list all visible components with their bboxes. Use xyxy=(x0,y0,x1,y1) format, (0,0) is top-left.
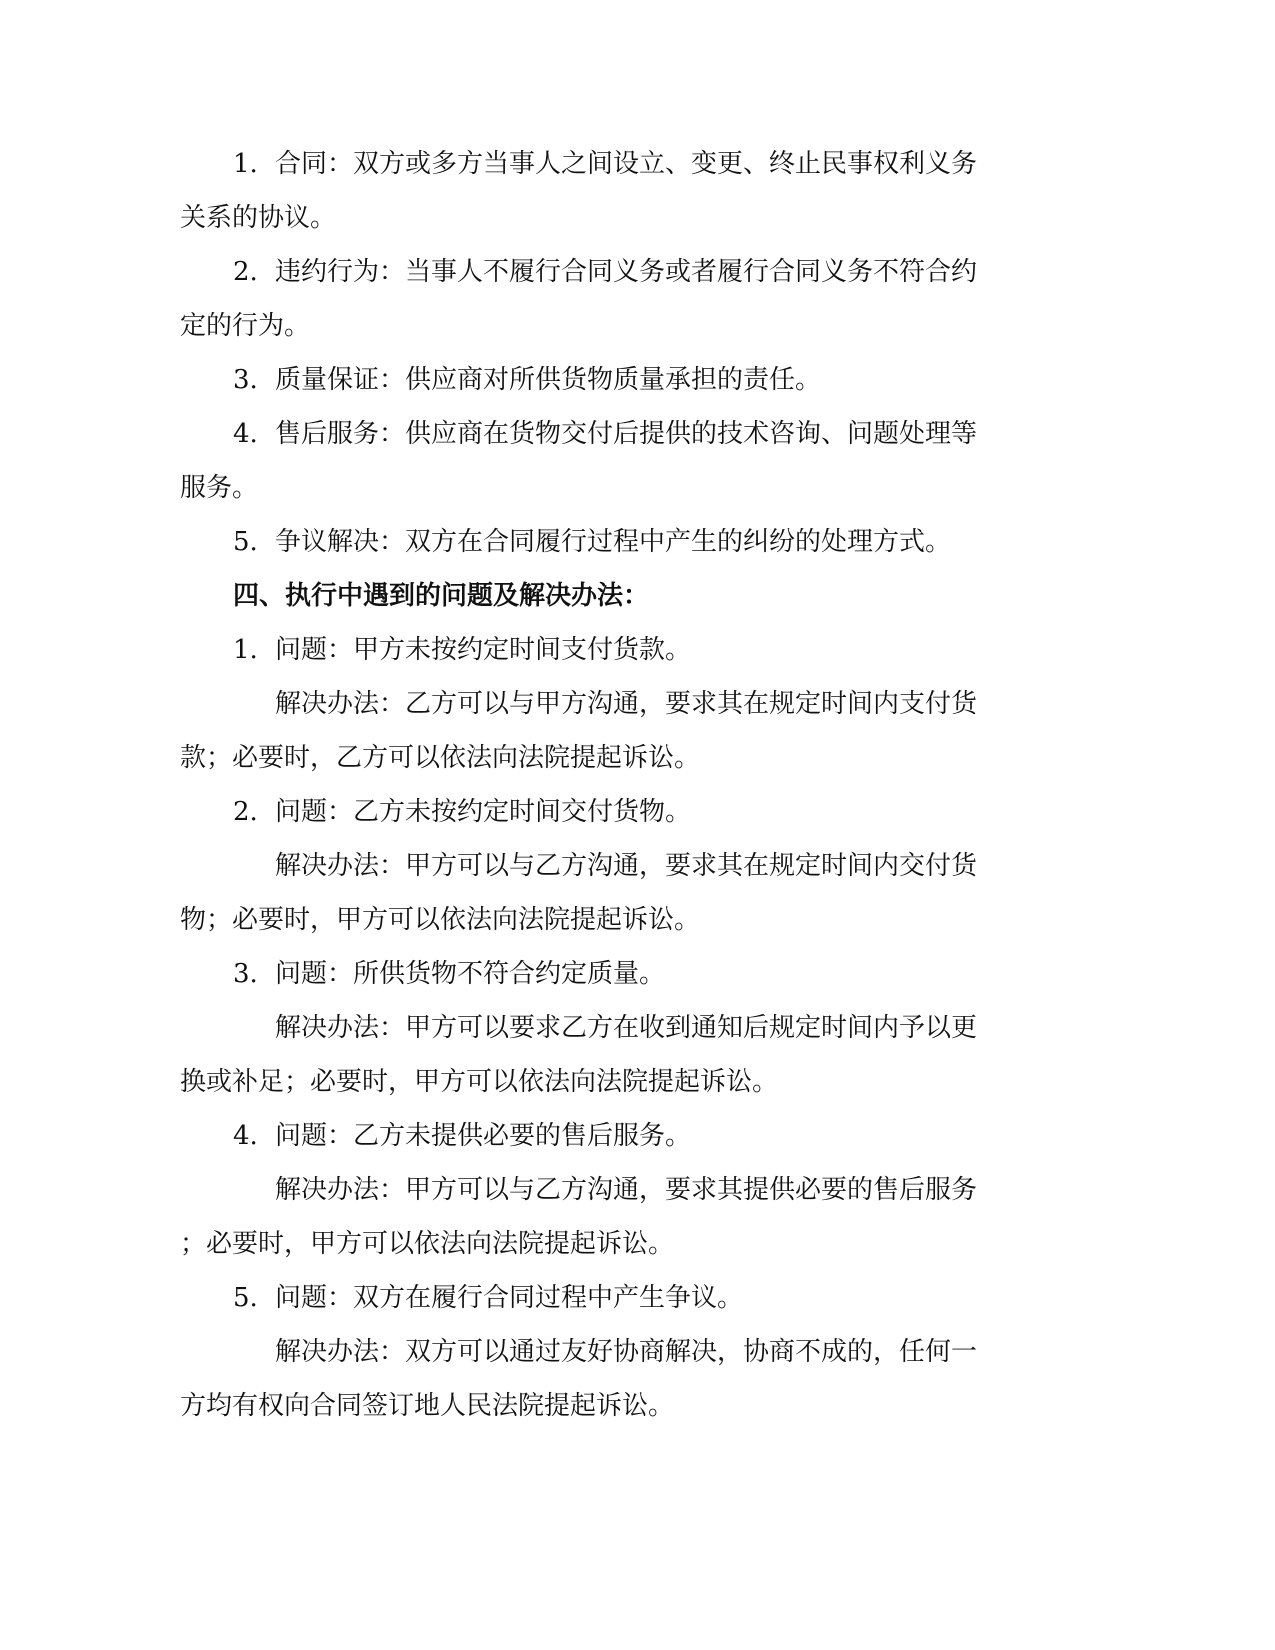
definition-item-2 xyxy=(233,254,977,290)
definition-number: 3. xyxy=(233,365,258,395)
solution-text: 解决办法：乙方可以与甲方沟通，要求其在规定时间内支付货 xyxy=(275,689,978,719)
problem-text: 问题：双方在履行合同过程中产生争议。 xyxy=(275,1283,744,1313)
problem-item-3 xyxy=(233,956,665,992)
definition-item-1-continuation: 关系的协议。 xyxy=(180,203,337,233)
definition-item-5 xyxy=(233,524,951,560)
problem-text: 问题：所供货物不符合约定质量。 xyxy=(275,959,666,989)
solution-continuation: 方均有权向合同签订地人民法院提起诉讼。 xyxy=(180,1391,675,1421)
solution-continuation: 物；必要时，甲方可以依法向法院提起诉讼。 xyxy=(180,905,701,935)
definition-number: 5. xyxy=(233,527,258,557)
definition-number: 4. xyxy=(233,419,258,449)
solution-text: 解决办法：甲方可以与乙方沟通，要求其提供必要的售后服务 xyxy=(275,1175,978,1205)
problem-number: 3. xyxy=(233,959,258,989)
solution-text: 解决办法：甲方可以与乙方沟通，要求其在规定时间内交付货 xyxy=(275,851,978,881)
problem-item-4 xyxy=(233,1118,691,1154)
solution-continuation: 换或补足；必要时，甲方可以依法向法院提起诉讼。 xyxy=(180,1067,779,1097)
problem-text: 问题：甲方未按约定时间支付货款。 xyxy=(275,635,692,665)
problem-text: 问题：乙方未按约定时间交付货物。 xyxy=(275,797,692,827)
section-heading: 四、执行中遇到的问题及解决办法： xyxy=(233,581,650,611)
solution-continuation: 款；必要时，乙方可以依法向法院提起诉讼。 xyxy=(180,743,701,773)
definition-number: 2. xyxy=(233,257,258,287)
definition-item-1 xyxy=(233,146,977,182)
definition-item-4 xyxy=(233,416,977,452)
definition-item-3 xyxy=(233,362,821,398)
definition-item-4-continuation: 服务。 xyxy=(180,473,259,503)
problem-item-1 xyxy=(233,632,691,668)
problem-item-2 xyxy=(233,794,691,830)
problem-number: 2. xyxy=(233,797,258,827)
problem-text: 问题：乙方未提供必要的售后服务。 xyxy=(275,1121,692,1151)
solution-continuation: ；必要时，甲方可以依法向法院提起诉讼。 xyxy=(180,1229,675,1259)
definition-number: 1. xyxy=(233,149,258,179)
problem-number: 1. xyxy=(233,635,258,665)
definition-text: 售后服务：供应商在货物交付后提供的技术咨询、问题处理等 xyxy=(275,419,978,449)
definition-text: 合同：双方或多方当事人之间设立、变更、终止民事权利义务 xyxy=(275,149,978,179)
solution-text: 解决办法：甲方可以要求乙方在收到通知后规定时间内予以更 xyxy=(275,1013,978,1043)
problem-number: 5. xyxy=(233,1283,258,1313)
solution-text: 解决办法：双方可以通过友好协商解决，协商不成的，任何一 xyxy=(275,1337,978,1367)
definition-text: 违约行为：当事人不履行合同义务或者履行合同义务不符合约 xyxy=(275,257,978,287)
definition-item-2-continuation: 定的行为。 xyxy=(180,311,311,341)
definition-text: 质量保证：供应商对所供货物质量承担的责任。 xyxy=(275,365,822,395)
problem-number: 4. xyxy=(233,1121,258,1151)
definition-text: 争议解决：双方在合同履行过程中产生的纠纷的处理方式。 xyxy=(275,527,952,557)
problem-item-5 xyxy=(233,1280,743,1316)
